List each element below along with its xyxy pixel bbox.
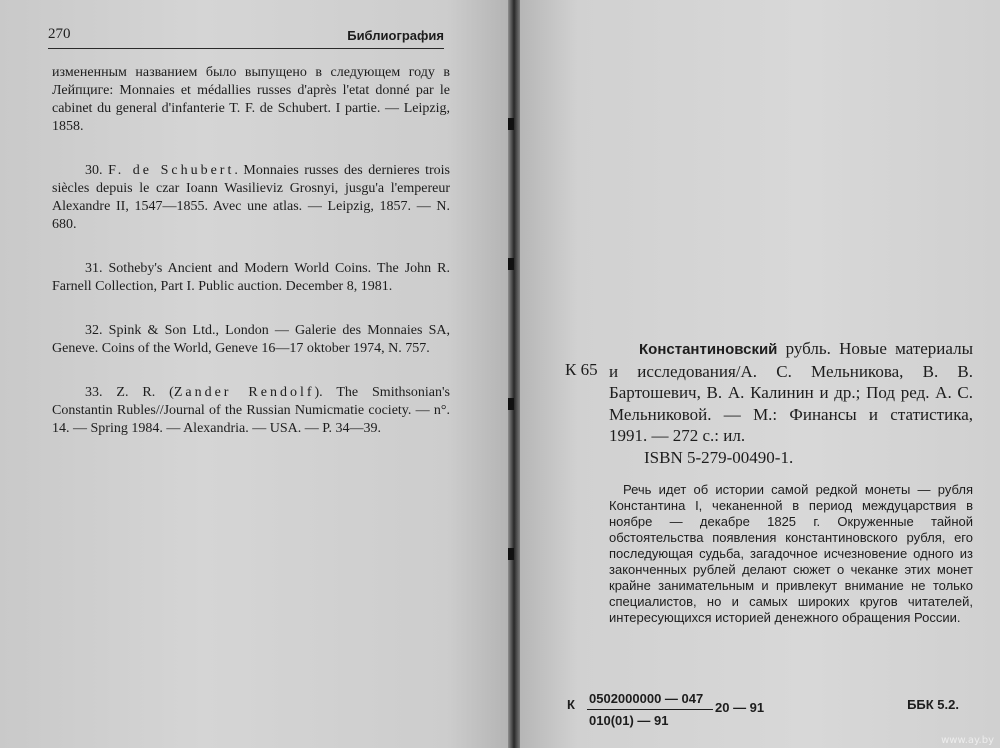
watermark: www.ay.by: [941, 735, 994, 746]
footer-k: К: [567, 697, 575, 712]
catalog-record: [565, 338, 973, 468]
bibliography-entry-32: 32. Spink & Son Ltd., London — Galerie des Monnaies SA, Geneve. Coins of the World, Geneve 16—17 oktober 1974, N. 757.: [52, 323, 450, 356]
footer-denominator: 010(01) — 91: [589, 713, 669, 728]
author-name: F. de Schubert: [108, 163, 235, 178]
imprint-footer: [567, 691, 967, 731]
book-gutter: [508, 0, 520, 748]
bibliography-entry-31: 31. Sotheby's Ancient and Modern World Coins. The John R. Farnell Collection, Part I. Public auction. December 8, 1981.: [52, 261, 450, 294]
running-head: Библиография: [347, 28, 444, 43]
binding-stitch: [508, 258, 514, 270]
bibliography-entry-continued: измененным названием было выпущено в следующем году в Лейпциге: Monnaies et médallies russes d'après l'etat donné par le cabinet du general d'infanterie T. F. de Schubert. I partie. — Leipzig, 1858.: [52, 65, 450, 134]
bbk-code: ББК 5.2.: [907, 697, 959, 712]
book-description: Константиновский рубль. Новые материалы и исследования/А. С. Мельникова, В. В. Бартошевич, В. А. Калинин и др.; Под ред. А. С. Мельниковой. — М.: Финансы и статистика, 1991. — 272 с.: ил.: [609, 339, 973, 445]
classification-code: К 65: [565, 360, 598, 379]
bibliography-entry-33: 33. Z. R. (Zander Rendolf). The Smithsonian's Constantin Rubles//Journal of the Russian Numicmatie cociety. — n°. 14. — Spring 1984. — Alexandria. — USA. — P. 34—39.: [52, 385, 450, 436]
book-title: Константиновский: [639, 341, 778, 358]
binding-stitch: [508, 548, 514, 560]
footer-code: 20 — 91: [715, 700, 765, 715]
isbn: ISBN 5-279-00490-1.: [644, 447, 794, 467]
book-abstract: Речь идет об истории самой редкой монеты — рубля Константина I, чеканенной в период междуцарствия в ноябре — декабре 1825 г. Окруженные тайной обстоятельства появления константиновского рубля, его последующая судьба, загадочное исчезновение одного из законченных рублей делают сюжет о чеканке этих монет крайне занимательным и привлекут внимание не только специалистов, но и самых широких кругов читателей, интересующихся историей денежного обращения России.: [609, 482, 973, 625]
binding-stitch: [508, 118, 514, 130]
binding-stitch: [508, 398, 514, 410]
footer-numerator: 0502000000 — 047: [589, 691, 704, 706]
page-header: [48, 24, 444, 49]
bibliography-entry-30: 30. F. de Schubert. Monnaies russes des dernieres trois siècles depuis le czar Ioann Wasilieviz Grosnyi, jusgu'a l'empereur Alexandre II, 1547—1855. Avec une atlas. — Leipzig, 1857. — N. 680.: [52, 163, 450, 232]
page-number: 270: [48, 26, 71, 42]
author-name: Zander Rendolf: [173, 385, 315, 400]
fraction-line: [587, 709, 713, 710]
catalog-card: [565, 338, 973, 626]
bibliography-list: [52, 64, 450, 464]
